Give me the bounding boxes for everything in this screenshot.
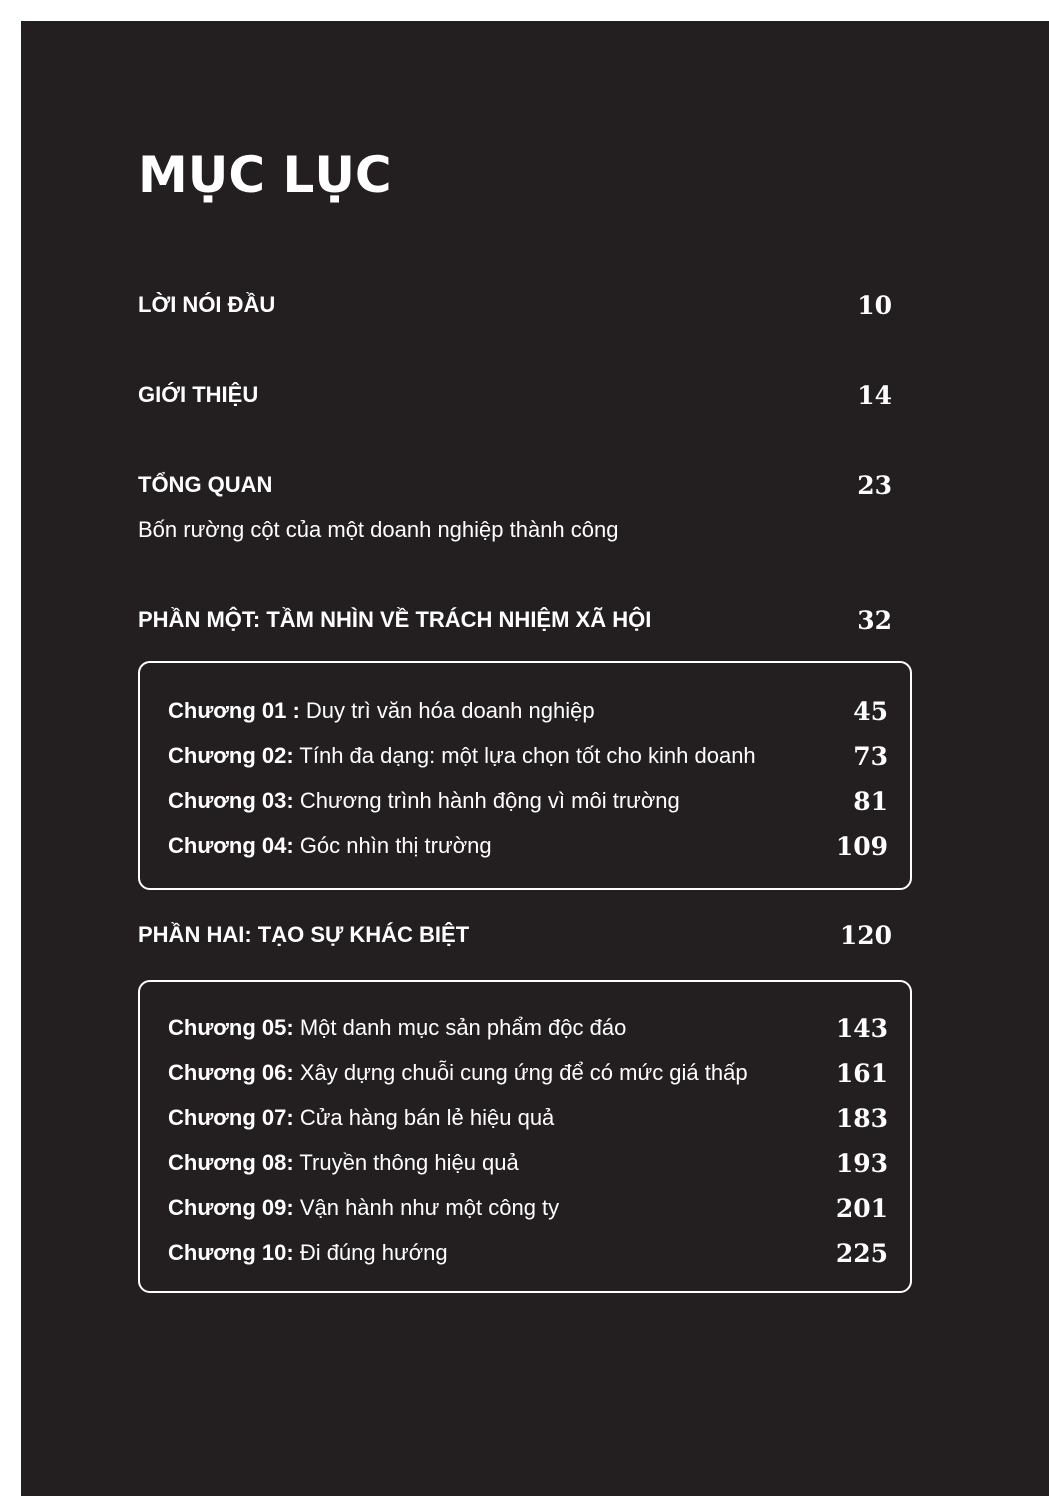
chapter-title: Truyền thông hiệu quả: [299, 1150, 519, 1175]
chapter-page: 193: [835, 1148, 888, 1178]
chapter-entry[interactable]: [168, 694, 888, 728]
chapter-page: 201: [835, 1193, 888, 1223]
chapter-title: Một danh mục sản phẩm độc đáo: [299, 1015, 627, 1040]
toc-entry-overview[interactable]: [138, 468, 892, 502]
toc-entry-preface[interactable]: [138, 288, 892, 322]
entry-page: 10: [857, 290, 892, 320]
entry-label: PHẦN MỘT: TẦM NHÌN VỀ TRÁCH NHIỆM XÃ HỘI: [138, 607, 652, 632]
chapter-title: Duy trì văn hóa doanh nghiệp: [305, 698, 595, 723]
chapter-page: 143: [835, 1013, 888, 1043]
entry-page: 32: [857, 605, 892, 635]
chapter-prefix: Chương 09:: [168, 1195, 294, 1220]
chapter-title: Cửa hàng bán lẻ hiệu quả: [299, 1105, 555, 1130]
chapter-entry[interactable]: [168, 1056, 888, 1090]
chapter-entry[interactable]: [168, 1236, 888, 1270]
chapter-title: Xây dựng chuỗi cung ứng để có mức giá thấp: [299, 1060, 748, 1085]
chapter-page: 225: [835, 1238, 888, 1268]
chapter-title: Vận hành như một công ty: [299, 1195, 560, 1220]
entry-label: PHẦN HAI: TẠO SỰ KHÁC BIỆT: [138, 922, 470, 947]
chapter-page: 109: [835, 831, 888, 861]
chapter-entry[interactable]: [168, 739, 888, 773]
chapter-entry[interactable]: [168, 784, 888, 818]
chapter-prefix: Chương 07:: [168, 1105, 294, 1130]
chapter-prefix: Chương 10:: [168, 1240, 294, 1265]
chapter-title: Đi đúng hướng: [299, 1240, 448, 1265]
chapter-page: 161: [835, 1058, 888, 1088]
entry-label: LỜI NÓI ĐẦU: [138, 292, 276, 317]
toc-entry-part-two[interactable]: [138, 918, 892, 952]
chapter-entry[interactable]: [168, 1191, 888, 1225]
chapter-entry[interactable]: [168, 1011, 888, 1045]
chapter-title: Góc nhìn thị trường: [299, 833, 492, 858]
part-two-chapters-box: [138, 980, 912, 1293]
toc-page: [21, 21, 1049, 1496]
chapter-prefix: Chương 05:: [168, 1015, 294, 1040]
entry-label: GIỚI THIỆU: [138, 382, 259, 407]
entry-page: 120: [839, 920, 892, 950]
chapter-page: 81: [853, 786, 888, 816]
page-title: MỤC LỤC: [138, 146, 392, 204]
chapter-title: Tính đa dạng: một lựa chọn tốt cho kinh doanh: [299, 743, 756, 768]
chapter-prefix: Chương 03:: [168, 788, 294, 813]
chapter-prefix: Chương 04:: [168, 833, 294, 858]
chapter-page: 183: [835, 1103, 888, 1133]
toc-entry-introduction[interactable]: [138, 378, 892, 412]
chapter-page: 73: [853, 741, 888, 771]
chapter-entry[interactable]: [168, 829, 888, 863]
part-one-chapters-box: [138, 661, 912, 890]
chapter-prefix: Chương 01 :: [168, 698, 300, 723]
chapter-prefix: Chương 08:: [168, 1150, 294, 1175]
overview-subtitle: Bốn rường cột của một doanh nghiệp thành công: [138, 517, 619, 542]
chapter-title: Chương trình hành động vì môi trường: [299, 788, 680, 813]
entry-page: 14: [857, 380, 892, 410]
chapter-page: 45: [853, 696, 888, 726]
chapter-entry[interactable]: [168, 1146, 888, 1180]
chapter-prefix: Chương 02:: [168, 743, 294, 768]
chapter-prefix: Chương 06:: [168, 1060, 294, 1085]
entry-page: 23: [857, 470, 892, 500]
entry-label: TỔNG QUAN: [138, 472, 273, 497]
toc-entry-part-one[interactable]: [138, 603, 892, 637]
chapter-entry[interactable]: [168, 1101, 888, 1135]
